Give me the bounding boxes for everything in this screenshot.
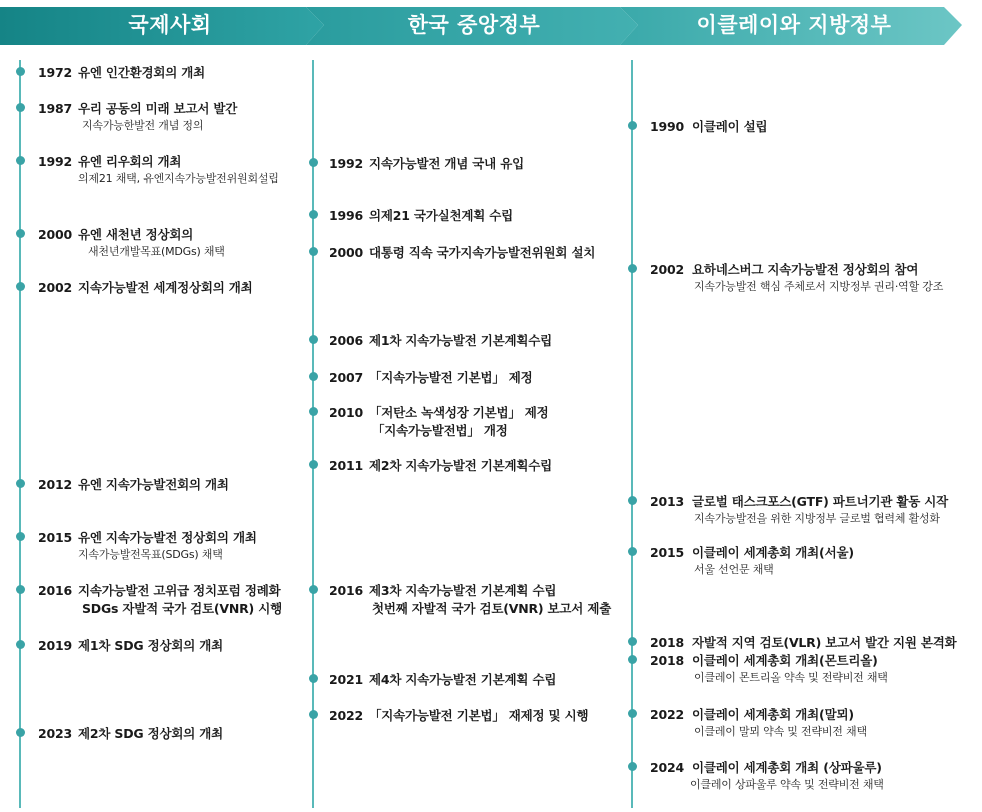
event-year: 2002 (38, 280, 72, 295)
event-heading (650, 118, 767, 136)
timeline-dot (16, 156, 25, 165)
event-heading (329, 155, 524, 173)
event-text: 「지속가능발전 기본법」 제정 (369, 370, 533, 385)
event-heading (38, 529, 257, 547)
timeline-dot (309, 247, 318, 256)
event-text: 대통령 직속 국가지속가능발전위원회 설치 (369, 245, 596, 260)
event-heading (38, 153, 181, 171)
event-heading (329, 207, 513, 225)
timeline-axis-iclei (631, 60, 633, 808)
event-text: 글로벌 태스크포스(GTF) 파트너기관 활동 시작 (692, 494, 949, 509)
event-text: 자발적 지역 검토(VLR) 보고서 발간 지원 본격화 (692, 635, 957, 650)
event-year: 2016 (329, 583, 363, 598)
event-text: 유엔 지속가능발전 정상회의 개최 (78, 530, 257, 545)
event-detail: 이클레이 말뫼 약속 및 전략비전 채택 (694, 725, 867, 738)
timeline-dot (309, 158, 318, 167)
event-year: 2015 (650, 545, 684, 560)
event-heading (650, 759, 882, 777)
event-detail: 이클레이 몬트리올 약속 및 전략비전 채택 (694, 671, 888, 684)
column-title-intl: 국제사회 (128, 13, 212, 37)
event-text: 의제21 국가실천계획 수립 (369, 208, 514, 223)
event-text: 유엔 새천년 정상회의 (78, 227, 194, 242)
event-detail: 서울 선언문 채택 (694, 563, 774, 576)
column-title-gov: 한국 중앙정부 (407, 13, 541, 37)
timeline-dot (16, 103, 25, 112)
event-year: 1992 (38, 154, 72, 169)
event-text: 요하네스버그 지속가능발전 정상회의 참여 (692, 262, 919, 277)
timeline-dot (309, 407, 318, 416)
event-text: 「지속가능발전 기본법」 재제정 및 시행 (369, 708, 589, 723)
event-heading (329, 244, 595, 262)
event-year: 2015 (38, 530, 72, 545)
event-year: 2000 (329, 245, 363, 260)
event-text: 지속가능발전 고위급 정치포럼 정례화 (78, 583, 281, 598)
event-text: 이클레이 세계총회 개최(서울) (692, 545, 854, 560)
event-text: 이클레이 세계총회 개최 (상파울루) (692, 760, 882, 775)
event-heading (650, 493, 948, 511)
event-heading (329, 582, 556, 600)
event-heading (650, 706, 854, 724)
event-year: 2000 (38, 227, 72, 242)
event-detail: 지속가능발전목표(SDGs) 채택 (78, 548, 223, 561)
timeline-axis-intl (19, 60, 21, 808)
timeline-dot (628, 655, 637, 664)
event-heading (38, 64, 205, 82)
event-heading (329, 404, 549, 422)
event-text: 지속가능발전 개념 국내 유입 (369, 156, 524, 171)
event-detail: 지속가능발전을 위한 지방정부 글로벌 협력체 활성화 (694, 512, 940, 525)
event-text: 제3차 지속가능발전 기본계획 수립 (369, 583, 557, 598)
event-heading (329, 457, 552, 475)
event-text: 유엔 지속가능발전회의 개최 (78, 477, 229, 492)
timeline-dot (309, 460, 318, 469)
timeline-dot (16, 728, 25, 737)
event-year: 2011 (329, 458, 363, 473)
event-heading (38, 476, 229, 494)
timeline-dot (16, 229, 25, 238)
event-year: 1990 (650, 119, 684, 134)
event-detail: 첫번째 자발적 국가 검토(VNR) 보고서 제출 (372, 601, 612, 616)
event-heading (329, 671, 556, 689)
timeline-dot (309, 710, 318, 719)
event-detail: 새천년개발목표(MDGs) 채택 (88, 245, 225, 258)
event-heading (650, 652, 878, 670)
timeline-dot (16, 282, 25, 291)
event-heading (650, 544, 854, 562)
event-year: 2006 (329, 333, 363, 348)
timeline-dot (309, 674, 318, 683)
timeline-dot (16, 640, 25, 649)
event-text: 이클레이 설립 (692, 119, 768, 134)
timeline-dot (628, 264, 637, 273)
event-text: 제4차 지속가능발전 기본계획 수립 (369, 672, 557, 687)
event-text: 우리 공동의 미래 보고서 발간 (78, 101, 238, 116)
event-heading (329, 707, 588, 725)
timeline-dot (309, 372, 318, 381)
timeline-dot (309, 585, 318, 594)
timeline-dot (309, 210, 318, 219)
timeline-dot (628, 709, 637, 718)
event-detail: 이클레이 상파울루 약속 및 전략비전 채택 (690, 778, 884, 791)
event-year: 2019 (38, 638, 72, 653)
event-text: 「저탄소 녹색성장 기본법」 제정 (369, 405, 549, 420)
event-text: 제2차 SDG 정상회의 개최 (78, 726, 223, 741)
event-heading (38, 226, 193, 244)
event-text: 이클레이 세계총회 개최(몬트리올) (692, 653, 878, 668)
timeline-dot (16, 479, 25, 488)
event-heading (38, 725, 223, 743)
event-heading (38, 100, 237, 118)
event-text: 유엔 인간환경회의 개최 (78, 65, 206, 80)
event-detail: 의제21 채택, 유엔지속가능발전위원회설립 (78, 172, 279, 185)
event-text: 제1차 지속가능발전 기본계획수립 (369, 333, 553, 348)
timeline-dot (16, 585, 25, 594)
event-text: 유엔 리우회의 개최 (78, 154, 182, 169)
timeline-dot (16, 532, 25, 541)
timeline-dot (309, 335, 318, 344)
event-detail: SDGs 자발적 국가 검토(VNR) 시행 (82, 601, 282, 616)
event-year: 2010 (329, 405, 363, 420)
timeline-dot (628, 762, 637, 771)
event-heading (329, 369, 533, 387)
event-year: 2016 (38, 583, 72, 598)
event-year: 2023 (38, 726, 72, 741)
event-heading (650, 261, 918, 279)
event-detail: 지속가능한발전 개념 정의 (82, 119, 204, 132)
event-year: 2021 (329, 672, 363, 687)
event-heading (329, 332, 552, 350)
event-heading (650, 634, 956, 652)
timeline-dot (628, 637, 637, 646)
event-year: 2018 (650, 653, 684, 668)
event-text: 제1차 SDG 정상회의 개최 (78, 638, 223, 653)
event-text: 이클레이 세계총회 개최(말뫼) (692, 707, 854, 722)
event-heading (38, 637, 223, 655)
timeline-axis-gov (312, 60, 314, 808)
event-year: 2007 (329, 370, 363, 385)
event-heading (38, 279, 253, 297)
event-year: 1987 (38, 101, 72, 116)
event-text: 지속가능발전 세계정상회의 개최 (78, 280, 253, 295)
event-text: 제2차 지속가능발전 기본계획수립 (369, 458, 553, 473)
event-detail: 지속가능발전 핵심 주체로서 지방정부 권리·역할 강조 (694, 280, 944, 293)
event-year: 2022 (650, 707, 684, 722)
event-year: 1996 (329, 208, 363, 223)
event-year: 2024 (650, 760, 684, 775)
event-detail: 「지속가능발전법」 개정 (372, 423, 508, 438)
timeline-dot (628, 547, 637, 556)
timeline-dot (16, 67, 25, 76)
column-title-iclei: 이클레이와 지방정부 (696, 13, 892, 37)
event-year: 1992 (329, 156, 363, 171)
timeline-dot (628, 496, 637, 505)
event-year: 2022 (329, 708, 363, 723)
event-year: 2018 (650, 635, 684, 650)
timeline-dot (628, 121, 637, 130)
event-year: 1972 (38, 65, 72, 80)
event-year: 2002 (650, 262, 684, 277)
event-heading (38, 582, 280, 600)
event-year: 2013 (650, 494, 684, 509)
event-year: 2012 (38, 477, 72, 492)
